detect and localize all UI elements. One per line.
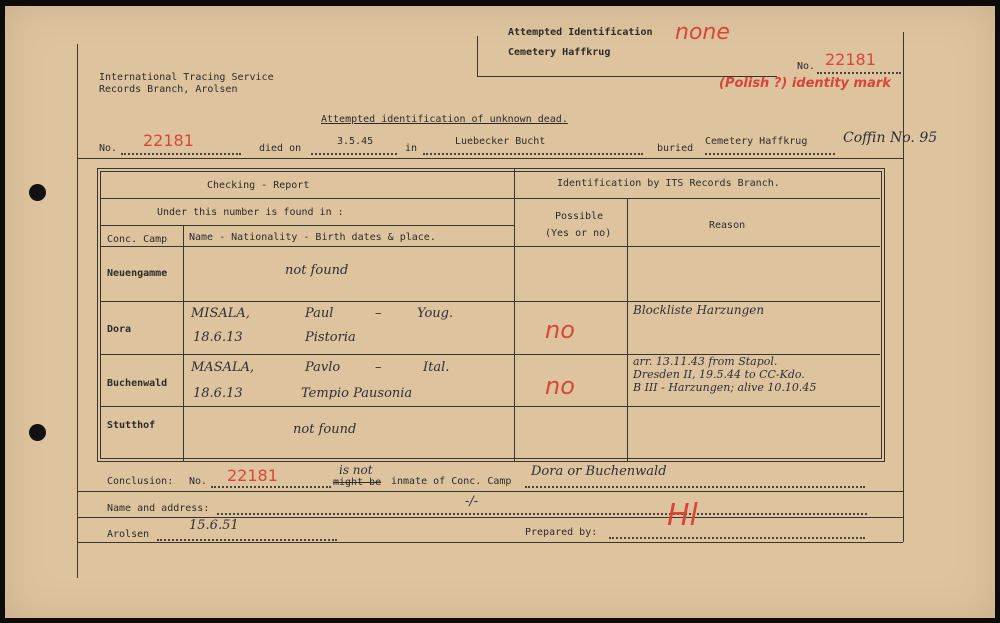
conclusion-is-not: is not (339, 463, 373, 477)
name-address-label: Name and address: (107, 503, 210, 514)
header-no-label: No. (797, 61, 816, 72)
footer-separator (77, 542, 903, 543)
table-rule-6 (100, 406, 880, 407)
row-buchenwald-firstname: Pavlo (305, 360, 341, 375)
record-no-value: 22181 (143, 131, 194, 150)
name-address-value: -/- (465, 494, 479, 509)
identification-header: Identification by ITS Records Branch. (557, 178, 780, 189)
left-margin-rule (77, 44, 78, 578)
row-buchenwald-surname: MASALA, (191, 360, 255, 375)
row-buchenwald-reason-1: arr. 13.11.43 from Stapol. (633, 355, 778, 368)
conclusion-might-be: might be (333, 477, 382, 488)
conclusion-inmate-text: inmate of Conc. Camp (391, 476, 512, 487)
row-dora-birth-date: 18.6.13 (193, 330, 243, 345)
in-label: in (405, 143, 418, 154)
attempted-identification-value: none (675, 20, 730, 45)
table-rule-1 (100, 198, 880, 199)
buried-dots (705, 153, 835, 155)
row-neuengamme-name: not found (285, 263, 349, 278)
conclusion-separator (77, 491, 903, 492)
conclusion-camp-dots (525, 486, 865, 488)
died-dots (311, 153, 397, 155)
org-line-2: Records Branch, Arolsen (99, 84, 238, 95)
in-value: Luebecker Bucht (455, 136, 546, 147)
col-camp-header: Conc. Camp (107, 234, 168, 245)
table-divider-main (514, 168, 515, 461)
header-no-dots (817, 72, 901, 74)
row-camp-stutthof: Stutthof (107, 420, 156, 431)
footer-date: 15.6.51 (189, 518, 239, 533)
attempted-identification-label: Attempted Identification (508, 27, 653, 38)
row-dora-birth-place: Pistoria (305, 330, 356, 345)
table-divider-possible (627, 198, 628, 461)
col-name-header: Name - Nationality - Birth dates & place. (189, 232, 436, 243)
row-stutthof-name: not found (293, 422, 357, 437)
record-no-label: No. (99, 143, 118, 154)
prepared-by-initials: Hl (667, 498, 698, 533)
cemetery-label: Cemetery Haffkrug (508, 47, 611, 58)
buried-value: Cemetery Haffkrug (705, 136, 808, 147)
row-dora-surname: MISALA, (191, 306, 250, 321)
row-dora-firstname: Paul (305, 306, 334, 321)
row-camp-buchenwald: Buchenwald (107, 378, 168, 389)
row-dora-possible: no (545, 316, 575, 344)
col-reason-header: Reason (709, 220, 746, 231)
conclusion-no-dots (211, 486, 331, 488)
prepared-by-dots (609, 537, 865, 539)
document-card (5, 6, 995, 618)
record-no-dots (121, 153, 241, 155)
under-number-label: Under this number is found in : (157, 207, 344, 218)
header-no-value: 22181 (825, 50, 876, 69)
conclusion-camp-value: Dora or Buchenwald (531, 464, 667, 479)
row-camp-dora: Dora (107, 324, 132, 335)
coffin-number: Coffin No. 95 (843, 130, 938, 146)
row-buchenwald-dash: – (375, 360, 382, 375)
footer-place: Arolsen (107, 529, 150, 540)
row-camp-neuengamme: Neuengamme (107, 268, 168, 279)
in-dots (423, 153, 643, 155)
prepared-by-label: Prepared by: (525, 527, 598, 538)
row-dora-nationality: Youg. (417, 306, 454, 321)
died-label: died on (259, 143, 302, 154)
row-buchenwald-possible: no (545, 372, 575, 400)
checking-report-header: Checking - Report (207, 180, 310, 191)
conclusion-no-label: No. (189, 476, 208, 487)
document-title: Attempted identification of unknown dead. (321, 114, 568, 125)
header-box-left (477, 36, 478, 76)
col-possible-header-1: Possible (555, 211, 604, 222)
row-buchenwald-reason-3: B III - Harzungen; alive 10.10.45 (633, 381, 817, 394)
polish-identity-note: (Polish ?) identity mark (719, 76, 891, 91)
died-value: 3.5.45 (337, 136, 374, 147)
col-possible-header-2: (Yes or no) (545, 228, 612, 239)
org-line-1: International Tracing Service (99, 72, 274, 83)
buried-label: buried (657, 143, 694, 154)
table-rule-4 (100, 301, 880, 302)
punch-hole-bottom (29, 424, 46, 441)
right-margin-rule (903, 32, 904, 542)
footer-date-dots (157, 539, 337, 541)
row-buchenwald-nationality: Ital. (423, 360, 450, 375)
conclusion-label: Conclusion: (107, 476, 174, 487)
record-separator (77, 158, 903, 159)
row-dora-reason: Blockliste Harzungen (633, 303, 765, 317)
row-buchenwald-reason-2: Dresden II, 19.5.44 to CC-Kdo. (633, 368, 805, 381)
punch-hole-top (29, 184, 46, 201)
row-buchenwald-birth-place: Tempio Pausonia (301, 386, 413, 401)
row-buchenwald-birth-date: 18.6.13 (193, 386, 243, 401)
name-address-dots (217, 513, 867, 515)
row-dora-dash: – (375, 306, 382, 321)
table-rule-3 (100, 246, 880, 247)
table-divider-camp (183, 225, 184, 461)
table-rule-2 (100, 225, 514, 226)
conclusion-no-value: 22181 (227, 466, 278, 485)
